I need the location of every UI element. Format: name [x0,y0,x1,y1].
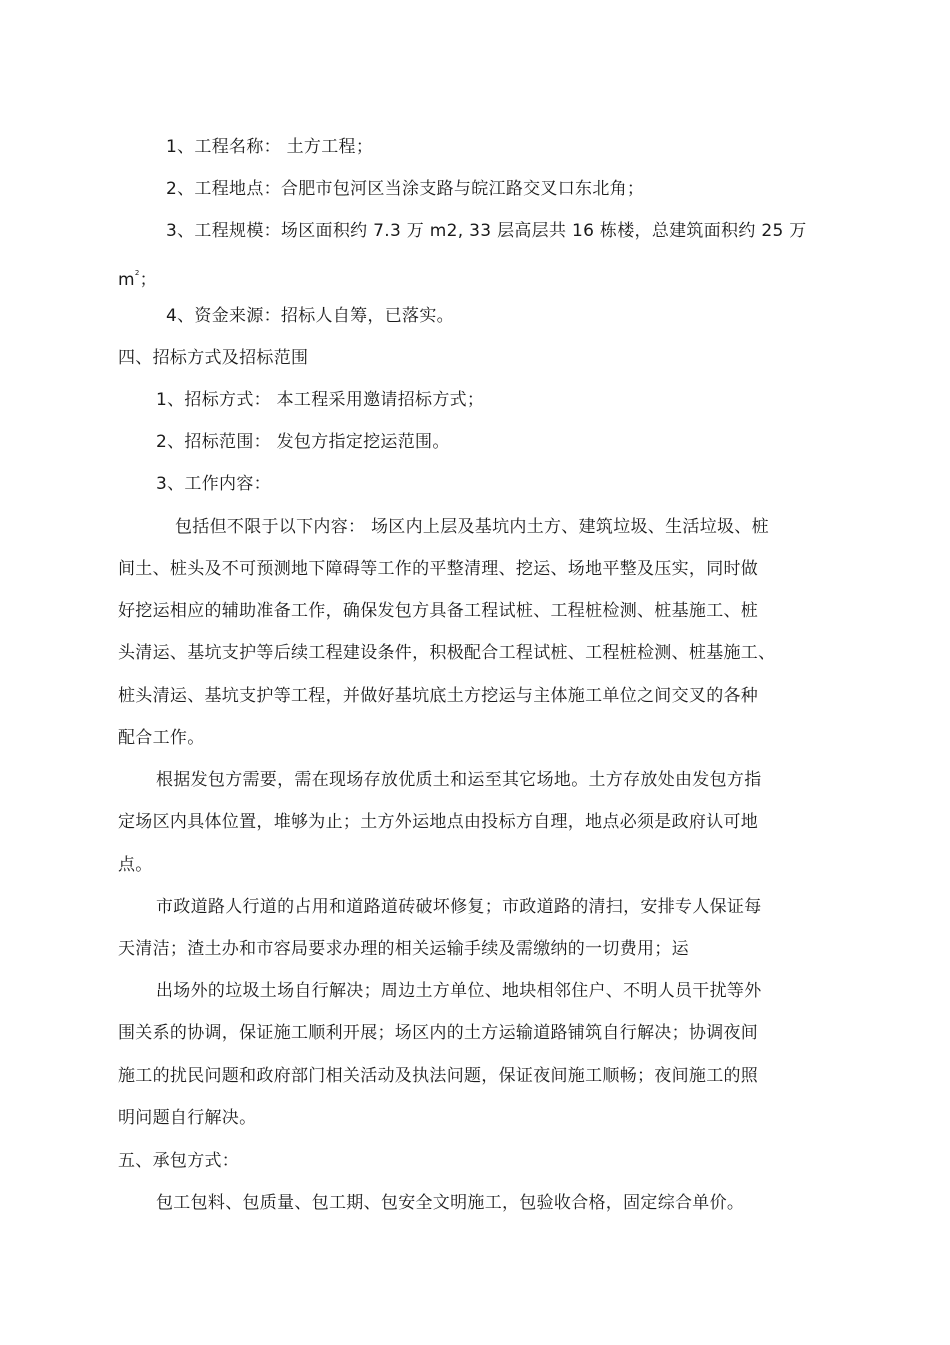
work-content-line: 配合工作。 [118,728,205,748]
project-name-item: 1、工程名称： 土方工程； [166,137,374,157]
municipal-paragraph-line: 出场外的垃圾土场自行解决；周边土方单位、地块相邻住户、不明人员干扰等外 [156,981,762,1001]
work-content-line: 好挖运相应的辅助准备工作，确保发包方具备工程试桩、工程桩检测、桩基施工、桩 [118,601,759,621]
contract-method-paragraph: 包工包料、包质量、包工期、包安全文明施工，包验收合格，固定综合单价。 [156,1193,745,1213]
funding-source-item: 4、资金来源：招标人自筹，已落实。 [166,306,454,326]
project-location-item: 2、工程地点：合肥市包河区当涂支路与皖江路交叉口东北角； [166,179,645,199]
storage-paragraph-line: 点。 [118,855,153,875]
municipal-paragraph-line: 天清洁；渣土办和市容局要求办理的相关运输手续及需缴纳的一切费用；运 [118,939,689,959]
storage-paragraph-line: 根据发包方需要，需在现场存放优质土和运至其它场地。土方存放处由发包方指 [156,770,762,790]
municipal-paragraph-line: 明问题自行解决。 [118,1108,257,1128]
unit-end: ； [139,270,157,290]
unit-text: m [118,270,135,290]
work-content-line: 头清运、基坑支护等后续工程建设条件，积极配合工程试桩、工程桩检测、桩基施工、 [118,643,776,663]
storage-paragraph-line: 定场区内具体位置，堆够为止；土方外运地点由投标方自理，地点必须是政府认可地 [118,812,759,832]
municipal-paragraph-line: 围关系的协调，保证施工顺利开展；场区内的土方运输道路铺筑自行解决；协调夜间 [118,1023,759,1043]
municipal-paragraph-line: 市政道路人行道的占用和道路道砖破坏修复；市政道路的清扫，安排专人保证每 [156,897,762,917]
project-scale-unit [118,262,157,291]
section5-heading: 五、承包方式： [118,1151,240,1171]
bid-method-item: 1、招标方式： 本工程采用邀请招标方式； [156,390,485,410]
section4-heading: 四、招标方式及招标范围 [118,348,309,368]
work-content-line: 包括但不限于以下内容： 场区内上层及基坑内土方、建筑垃圾、生活垃圾、桩 [175,517,769,537]
work-content-item: 3、工作内容： [156,474,271,494]
municipal-paragraph-line: 施工的扰民问题和政府部门相关活动及执法问题，保证夜间施工顺畅；夜间施工的照 [118,1066,759,1086]
work-content-line: 桩头清运、基坑支护等工程，并做好基坑底土方挖运与主体施工单位之间交叉的各种 [118,686,759,706]
bid-scope-item: 2、招标范围： 发包方指定挖运范围。 [156,432,450,452]
work-content-line: 间土、桩头及不可预测地下障碍等工作的平整清理、挖运、场地平整及压实，同时做 [118,559,759,579]
project-scale-item: 3、工程规模：场区面积约 7.3 万 m2, 33 层高层共 16 栋楼，总建筑面积约 25 万 [166,221,807,241]
unit-superscript: 2 [134,269,140,277]
